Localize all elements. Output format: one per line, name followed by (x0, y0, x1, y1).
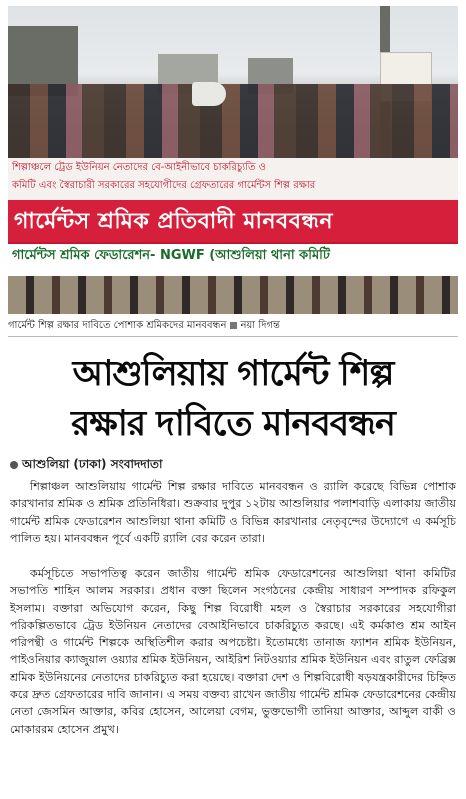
bullet-icon (10, 461, 18, 469)
dateline (10, 456, 163, 476)
paragraph-text: কর্মসূচিতে সভাপতিত্ব করেন জাতীয় গার্মেন্ট শ্রমিক ফেডারেশনের আশুলিয়া থানা কমিটির সভাপতি শাহিন আলম সরকার। প্রধান বক্তা ছিলেন সংগঠনের কেন্দ্রীয় সাধারণ সম্পাদক রফিকুল ইসলাম। বক্তারা অভিযোগ করেন, কিছু শিল্প বিরোধী মহল ও স্বৈরাচার সরকারের সহযোগীরা পরিকল্পিতভাবে ট্রেড ইউনিয়ন নেতাদের বেআইনিভাবে চাকরিচ্যুত করছে। এই কর্মকাণ্ড শ্রম আইন পরিপন্থী ও গার্মেন্ট শিল্পকে অস্থিতিশীল করার অপচেষ্টা। ইতোমধ্যে তানাজ ফ্যাশন শ্রমিক ইউনিয়ন, পাইওনিয়ার ক্যাজুয়াল ওয়্যার শ্রমিক ইউনিয়ন, আইরিশ নিটওয়্যার শ্রমিক ইউনিয়ন এবং রাতুল ফেব্রিক্স শ্রমিক ইউনিয়নের নেতাদের চাকরিচ্যুত করা হয়েছে। বক্তারা দেশ ও শিল্পবিরোধী ষড়যন্ত্রকারীদের চিহ্নিত করে দ্রুত গ্রেফতারের দাবি জানান। এ সময় বক্তব্য রাখেন জাতীয় গার্মেন্ট শ্রমিক ফেডারেশনের কেন্দ্রীয় নেতা জেসমিন আক্তার, কবির হোসেন, আলেয়া বেগম, ভুক্তভোগী তানিয়া আক্তার, আব্দুল বাকী ও মোকাররম হোসেন প্রমুখ। (10, 567, 456, 736)
banner-line-2: কমিটি এবং স্বৈরাচারী সরকারের সহযোগীদের গ্রেফতারের গার্মেন্টস শিল্প রক্ষার (12, 180, 316, 191)
news-photo (8, 6, 458, 314)
protester-legs (8, 276, 458, 314)
square-bullet-icon (230, 322, 237, 329)
article-paragraph-1 (10, 478, 456, 547)
headline-line-2: রক্ষার দাবিতে মানববন্ধন (71, 404, 395, 444)
caption-text: গার্মেন্ট শিল্প রক্ষার দাবিতে পোশাক শ্রমিকদের মানববন্ধন (8, 320, 227, 331)
photo-caption (8, 318, 458, 335)
banner-title: গার্মেন্টস শ্রমিক প্রতিবাদী মানববন্ধন (14, 209, 334, 234)
banner-organization: গার্মেন্টস শ্রমিক ফেডারেশন- NGWF (আশুলিয়া থানা কমিটি (12, 248, 330, 263)
divider (8, 336, 458, 337)
protest-banner (8, 158, 458, 276)
paragraph-text: শিল্পাঞ্চল আশুলিয়ায় গার্মেন্ট শিল্প রক্ষার দাবিতে মানববন্ধন ও র‍্যালি করেছে বিভিন্ন পোশাক কারখানার শ্রমিক ও শ্রমিক প্রতিনিধিরা। শুক্রবার দুপুর ১২টায় আশুলিয়ার পলাশবাড়ি এলাকায় জাতীয় গার্মেন্ট শ্রমিক ফেডারেশন আশুলিয়া থানা কমিটি ও বিভিন্ন কারখানার নেতৃবৃন্দের উদ্যোগে এ কর্মসূচি পালিত হয়। মানববন্ধন পূর্বে একটি র‍্যালি বের করেন তারা। (10, 480, 456, 545)
headline-line-1: আশুলিয়ায় গার্মেন্ট শিল্প (72, 354, 394, 394)
dateline-text: আশুলিয়া (ঢাকা) সংবাদদাতা (22, 457, 163, 471)
article-paragraph-2 (10, 565, 456, 738)
banner-line-1: শিল্পাঞ্চলে ট্রেড ইউনিয়ন নেতাদের বে-আইনীভাবে চাকরিচ্যুতি ও (12, 162, 267, 173)
caption-source: নয়া দিগন্ত (240, 320, 280, 331)
megaphone-icon (192, 82, 226, 106)
